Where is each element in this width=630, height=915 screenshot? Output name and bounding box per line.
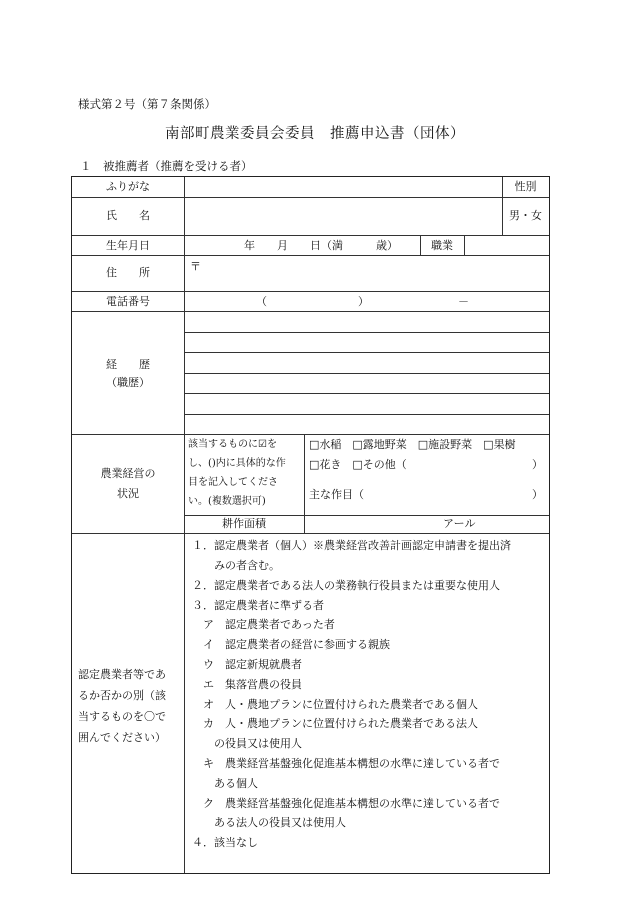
section-heading: １ 被推薦者（推薦を受ける者） bbox=[80, 159, 253, 173]
area-unit: アール bbox=[443, 517, 476, 530]
main-crop-close: ） bbox=[532, 488, 543, 501]
form-number: 様式第２号（第７条関係） bbox=[78, 97, 216, 111]
certified-label-line: 認定農業者等であ bbox=[78, 668, 166, 681]
address-label: 住 所 bbox=[106, 266, 150, 279]
row-divider bbox=[72, 311, 549, 312]
phone-dash: － bbox=[458, 295, 469, 308]
phone-close-paren: ） bbox=[358, 295, 369, 308]
furigana-label: ふりがな bbox=[106, 180, 150, 193]
farming-instruction-line: 目を記入してくださ bbox=[188, 477, 278, 488]
postal-mark: 〒 bbox=[190, 260, 201, 273]
column-divider bbox=[304, 434, 305, 533]
certified-item: エ 集落営農の役員 bbox=[192, 678, 302, 691]
certified-item: イ 認定農業者の経営に参画する親族 bbox=[192, 638, 390, 651]
form-title: 南部町農業委員会委員 推薦申込書（団体） bbox=[165, 126, 465, 142]
main-crop-label: 主な作目（ bbox=[309, 488, 364, 501]
career-label: 経 歴 bbox=[106, 358, 150, 371]
farming-label-line2: 状況 bbox=[117, 487, 139, 500]
row-divider bbox=[72, 533, 549, 534]
gender-options: 男・女 bbox=[509, 209, 542, 222]
row-divider bbox=[72, 197, 549, 198]
farming-instruction-line: 該当するものに☑を bbox=[188, 439, 277, 450]
career-line bbox=[184, 332, 549, 333]
certified-item: １．認定農業者（個人）※農業経営改善計画認定申請書を提出済 bbox=[192, 539, 511, 552]
crop-options-line2: □花き □その他（ bbox=[309, 458, 407, 471]
certified-label-line: 囲んでください） bbox=[78, 731, 166, 744]
certified-item: オ 人・農地プランに位置付けられた農業者である個人 bbox=[192, 698, 478, 711]
row-divider bbox=[72, 235, 549, 236]
phone-open-paren: （ bbox=[256, 295, 267, 308]
birthdate-label: 生年月日 bbox=[106, 239, 150, 252]
row-divider bbox=[72, 255, 549, 256]
farming-label-line1: 農業経営の bbox=[100, 467, 156, 480]
certified-item: の役員又は使用人 bbox=[192, 737, 302, 750]
gender-label: 性別 bbox=[514, 180, 537, 193]
row-divider bbox=[72, 291, 549, 292]
farming-instruction-line: し、()内に具体的な作 bbox=[188, 458, 286, 469]
birthdate-template: 年 月 日（満 歳） bbox=[244, 239, 398, 252]
row-divider bbox=[72, 434, 549, 435]
certified-item: ある個人 bbox=[192, 777, 258, 790]
phone-label: 電話番号 bbox=[106, 295, 150, 308]
certified-item: カ 人・農地プランに位置付けられた農業者である法人 bbox=[192, 717, 478, 730]
occupation-label: 職業 bbox=[431, 239, 453, 252]
certified-item: ア 認定農業者であった者 bbox=[192, 618, 335, 631]
application-table bbox=[71, 176, 550, 874]
career-line bbox=[184, 373, 549, 374]
cultivated-area-label: 耕作面積 bbox=[222, 517, 266, 530]
farming-instruction-line: い。(複数選択可) bbox=[188, 496, 266, 507]
certified-item: ４．該当なし bbox=[192, 836, 258, 849]
certified-item: みの者含む。 bbox=[192, 559, 280, 572]
certified-item: ある法人の役員又は使用人 bbox=[192, 816, 346, 829]
column-divider bbox=[464, 235, 465, 255]
career-line bbox=[184, 414, 549, 415]
career-line bbox=[184, 352, 549, 353]
career-sub-label: （職歴） bbox=[106, 376, 150, 389]
row-divider bbox=[184, 515, 549, 516]
certified-label-line: 当するものを〇で bbox=[78, 710, 166, 723]
certified-item: キ 農業経営基盤強化促進基本構想の水準に達している者で bbox=[192, 757, 500, 770]
certified-item: ３．認定農業者に準ずる者 bbox=[192, 599, 324, 612]
certified-item: ウ 認定新規就農者 bbox=[192, 658, 302, 671]
certified-item: ク 農業経営基盤強化促進基本構想の水準に達している者で bbox=[192, 797, 500, 810]
crop-options-close: ） bbox=[532, 458, 543, 471]
certified-item: ２．認定農業者である法人の業務執行役員または重要な使用人 bbox=[192, 579, 500, 592]
crop-options-line1: □水稲 □露地野菜 □施設野菜 □果樹 bbox=[309, 438, 516, 451]
career-line bbox=[184, 393, 549, 394]
name-label: 氏 名 bbox=[106, 209, 150, 222]
certified-label-line: るか否かの別（該 bbox=[78, 689, 166, 702]
